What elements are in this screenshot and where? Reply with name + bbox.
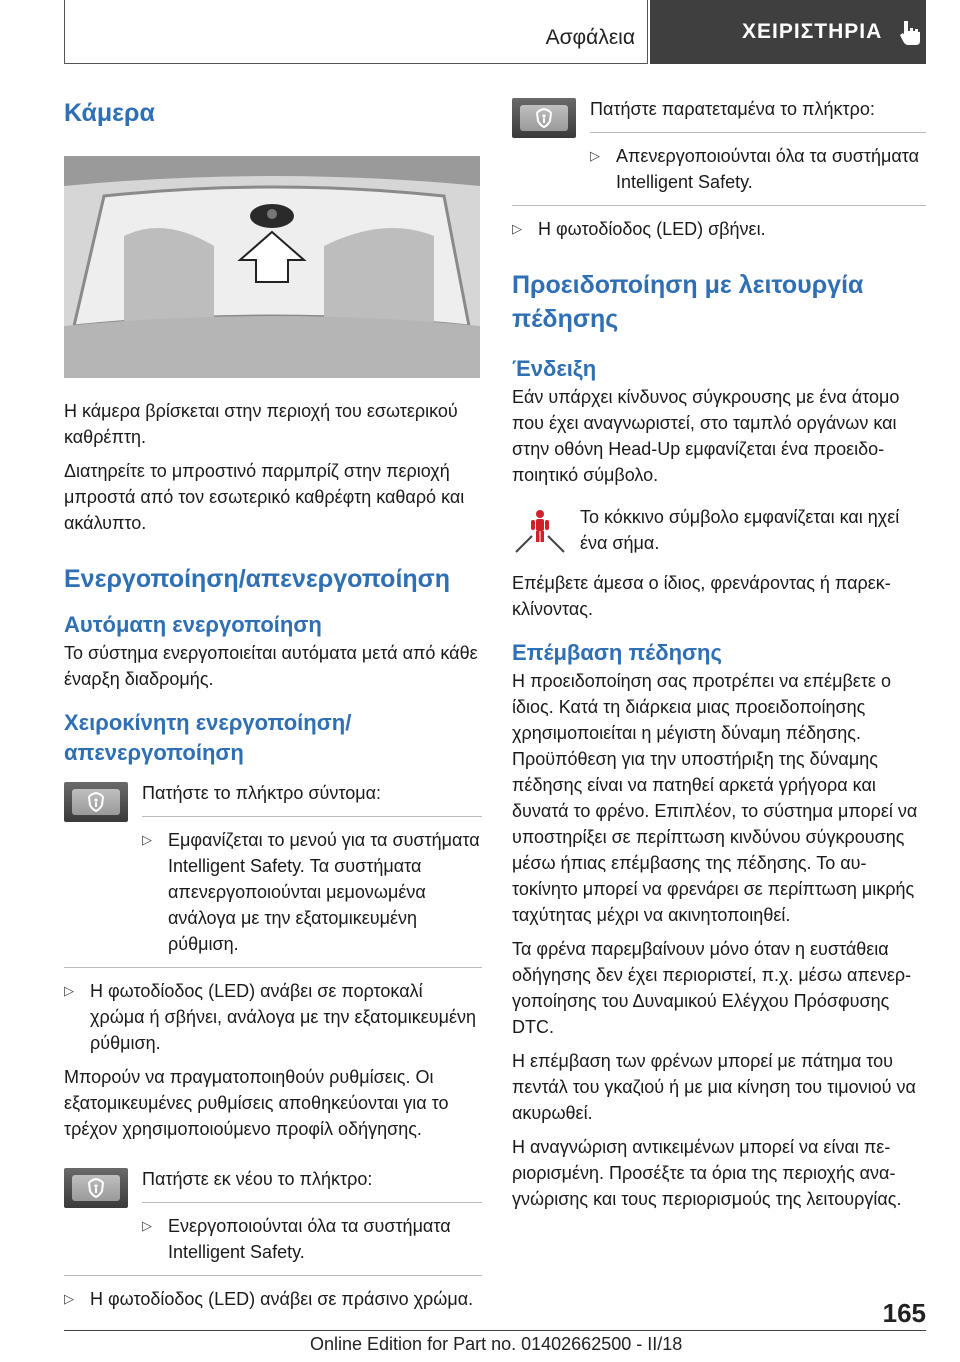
bullet-deactivate-all-item [590, 143, 926, 195]
bullet-menu-text: Εμφανίζεται το μενού για τα συστήματα Intelligent Safety. Τα συστήματα απενεργοποιούνται μεμονωμένα ανάλογα με την εξατομικευμένη ρύθμιση. [168, 830, 480, 954]
camera-location-text: Η κάμερα βρίσκεται στην περιοχή του εσωτερικού καθρέπτη. [64, 401, 458, 447]
warning-braking-heading-line1: Προειδοποίηση με λειτουργία [512, 271, 864, 299]
divider [512, 205, 926, 206]
footer-edition: Online Edition for Part no. 01402662500 - II/18 [310, 1334, 683, 1354]
bullet-led-green-text: Η φωτοδίοδος (LED) ανάβει σε πράσινο χρώμα. [90, 1289, 474, 1309]
indication-heading: Ένδειξη [512, 356, 597, 381]
safety-button-icon [512, 98, 576, 138]
header-chapter-box [650, 0, 926, 64]
braking-text-2: Τα φρένα παρεμβαίνουν μόνο όταν η ευστάθεια οδήγησης δεν έχει περιοριστεί, π.χ. μέσω απενεργοποίησης του Δυναμικού Ελέγχου Πρόσφυσης DTC. [512, 939, 912, 1037]
right-column [512, 96, 926, 1212]
auto-activation-heading: Αυτόματη ενεργοποίηση [64, 612, 322, 637]
bullet-menu-item [142, 827, 482, 957]
settings-text: Μπορούν να πραγματοποιηθούν ρυθμίσεις. Οι εξατομικευμένες ρυθμίσεις αποθηκεύονται για το τρέχον χρησιμοποιούμενο προφίλ οδήγησης. [64, 1067, 449, 1139]
divider [142, 816, 482, 817]
header-section-title: Ασφάλεια [545, 26, 635, 49]
header-section-box [64, 0, 648, 64]
bullet-led-off-item [512, 216, 926, 242]
hand-pointer-icon [896, 17, 926, 47]
bullet-led-green-item [64, 1286, 482, 1312]
warning-braking-heading-line2: πέδησης [512, 305, 619, 333]
auto-activation-text: Το σύστημα ενεργοποιείται αυτόματα μετά από κάθε έναρξη διαδρομής. [64, 643, 478, 689]
bullet-deactivate-all-text: Απενεργοποιούνται όλα τα συστήματα Intelligent Safety. [616, 146, 920, 192]
press-again-row [64, 1166, 482, 1265]
page-number: 165 [882, 1298, 926, 1328]
camera-windshield-text: Διατηρείτε το μπροστινό παρμπρίζ στην περιοχή μπροστά από τον εσωτερικό καθρέφτη καθαρό και ακάλυπτο. [64, 461, 465, 533]
press-again-text: Πατήστε εκ νέου το πλήκτρο: [142, 1169, 373, 1189]
manual-activation-heading-line1: Χειροκίνητη ενεργοποίηση/ [64, 710, 352, 735]
bullet-led-orange-item [64, 978, 482, 1056]
activation-heading: Ενεργοποίηση/απενεργοποίηση [64, 565, 451, 593]
red-symbol-text: Το κόκκινο σύμβολο εμφανίζεται και ηχεί ένα σήμα. [580, 507, 900, 553]
divider [142, 1202, 482, 1203]
triangle-bullet-icon: ▷ [64, 1291, 74, 1306]
divider [590, 132, 926, 133]
footer-divider [64, 1330, 926, 1331]
divider [64, 967, 482, 968]
divider [64, 1275, 482, 1276]
red-symbol-row [512, 504, 926, 556]
press-short-row [64, 780, 482, 957]
intervene-text: Επέμβετε άμεσα ο ίδιος, φρενάροντας ή παρεκκλίνοντας. [512, 573, 891, 619]
braking-text-1: Η προειδοποίηση σας προτρέπει να επέμβετε ο ίδιος. Κατά τη διάρκεια μιας προειδοποίησης χρησιμοποιείται η μέγιστη δύναμη πέδησης. Προϋπόθεση για την υποστήριξη της δύναμης πέδησης είναι να πατηθεί αρκετά γρήγορα και δυνατά το φρένο. Επιπλέον, το σύστημα μπορεί να υποστηρίξει σε περίπτωση κινδύνου σύγκρουσης μέσω ήπιας επέμβασης της πέδησης. Το αυτοκίνητο μπορεί να φρενάρει σε περίπτωση μικρής ταχύτητας μέχρι να ακινητοποιηθεί. [512, 671, 918, 925]
header-chapter-title: ΧΕΙΡΙΣΤΗΡΙΑ [742, 20, 883, 43]
left-column [64, 96, 482, 1312]
triangle-bullet-icon: ▷ [64, 983, 74, 998]
manual-activation-heading-line2: απενεργοποίηση [64, 740, 244, 765]
safety-button-icon [64, 1168, 128, 1208]
camera-photo [64, 156, 480, 378]
camera-heading: Κάμερα [64, 99, 155, 127]
triangle-bullet-icon: ▷ [142, 1218, 152, 1233]
bullet-activate-all-text: Ενεργοποιούνται όλα τα συστήματα Intelligent Safety. [168, 1216, 451, 1262]
triangle-bullet-icon: ▷ [512, 221, 522, 236]
press-short-text: Πατήστε το πλήκτρο σύντομα: [142, 783, 382, 803]
press-long-row [512, 96, 926, 195]
bullet-led-off-text: Η φωτοδίοδος (LED) σβήνει. [538, 219, 766, 239]
press-long-text: Πατήστε παρατεταμένα το πλήκτρο: [590, 99, 875, 119]
braking-heading: Επέμβαση πέδησης [512, 640, 722, 665]
bullet-activate-all-item [142, 1213, 482, 1265]
safety-button-icon [64, 782, 128, 822]
triangle-bullet-icon: ▷ [590, 148, 600, 163]
bullet-led-orange-text: Η φωτοδίοδος (LED) ανάβει σε πορτοκαλί χρώμα ή σβήνει, ανάλογα με την εξατομικευμένη ρύθμιση. [90, 981, 477, 1053]
braking-text-3: Η επέμβαση των φρένων μπορεί με πάτημα του πεντάλ του γκαζιού ή με μια κίνηση του τιμονιού να ακυρωθεί. [512, 1051, 916, 1123]
pedestrian-warning-icon [512, 506, 568, 556]
indication-text: Εάν υπάρχει κίνδυνος σύγκρουσης με ένα άτομο που έχει αναγνωριστεί, στο ταμπλό οργάνων και στην οθόνη Head-Up εμφανίζεται ένα προειδοποιητικό σύμβολο. [512, 387, 900, 485]
braking-text-4: Η αναγνώριση αντικειμένων μπορεί να είναι περιορισμένη. Προσέξτε τα όρια της περιοχής αναγνώρισης και τους περιορισμούς της λειτουργίας. [512, 1137, 902, 1209]
triangle-bullet-icon: ▷ [142, 832, 152, 847]
